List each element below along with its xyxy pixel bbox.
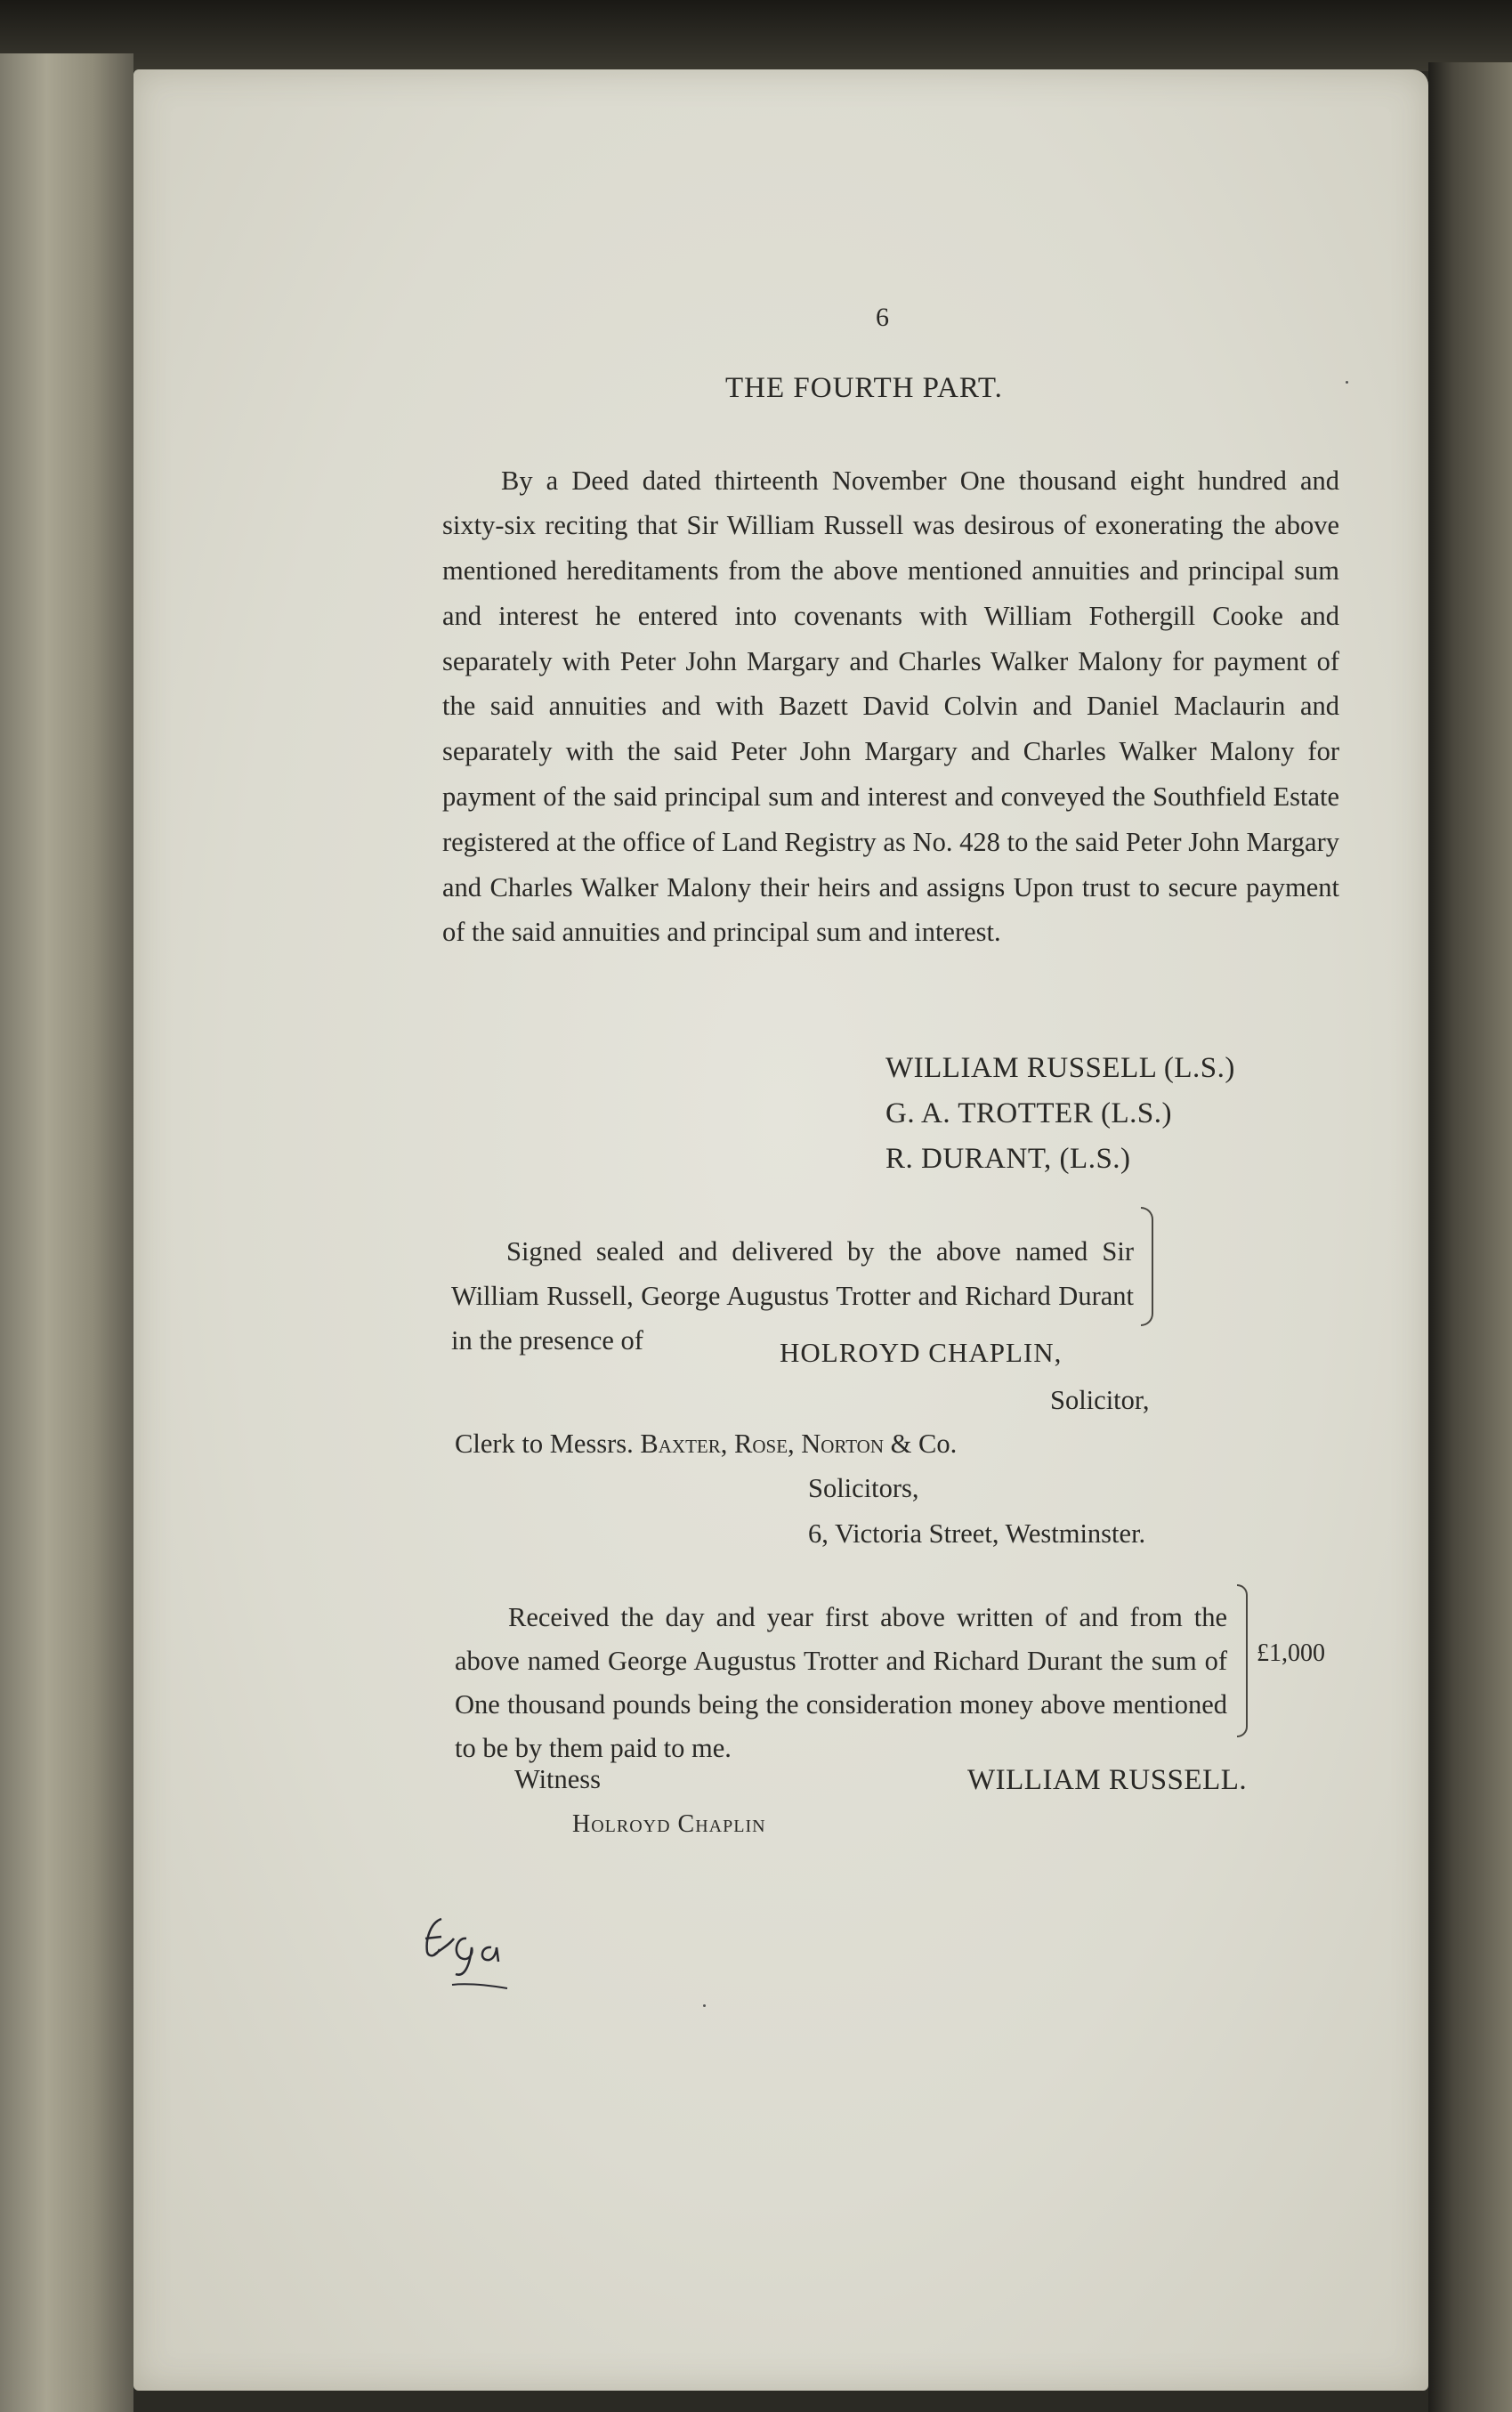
firm-name: Baxter, Rose, Norton [640,1429,884,1459]
ink-speck [1346,381,1348,384]
receipt-brace [1237,1584,1248,1737]
signatories-block [885,1046,1235,1182]
deed-recital-paragraph: By a Deed dated thirteenth November One thousand eight hundred and sixty-six reciting that Sir William Russell was desirous of exonerating the above mentioned hereditaments from the above mentioned annuities and principal sum and interest he entered into covenants with William Fothergill Cooke and separately with Peter John Margary and Charles Walker Malony for payment of the said annuities and with Bazett David Colvin and Daniel Maclaurin and separately with the said Peter John Margary and Charles Walker Malony for payment of the said principal sum and interest and conveyed the Southfield Estate registered at the office of Land Registry as No. 428 to the said Peter John Margary and Charles Walker Malony their heirs and assigns Upon trust to secure payment of the said annuities and principal sum and interest. [442,465,1339,948]
firm-address: 6, Victoria Street, Westminster. [808,1518,1146,1549]
attestation-brace [1141,1207,1153,1326]
book-top-shadow [0,0,1512,71]
witness-clerk-line [455,1429,957,1460]
section-title: THE FOURTH PART. [725,372,1003,404]
handwritten-mark [415,1903,530,2001]
signatory-russell: WILLIAM RUSSELL (L.S.) [885,1052,1235,1084]
witness-name: HOLROYD CHAPLIN, [780,1337,1063,1368]
clerk-prefix: Clerk to Messrs. [455,1429,634,1459]
attestation-clause: Signed sealed and delivered by the above named Sir William Russell, George Augustus Trotter and Richard Durant in the presence of [451,1235,1134,1356]
page-number: 6 [876,303,889,332]
firm-role: Solicitors, [808,1473,919,1503]
ink-speck [703,2004,706,2007]
witness-role: Solicitor, [1050,1385,1150,1415]
firm-suffix: & Co. [890,1429,958,1459]
receipt-witness-label: Witness [514,1764,602,1794]
receipt-clause: Received the day and year first above written of and from the above named George Augustus Trotter and Richard Durant the sum of One thousand pounds being the consideration money above mentioned to be by them paid to me. [455,1601,1227,1763]
receipt-signer: WILLIAM RUSSELL. [967,1764,1248,1796]
signatory-trotter: G. A. TROTTER (L.S.) [885,1097,1172,1129]
receipt-witness-name: Holroyd Chaplin [572,1810,766,1838]
book-binding-left [0,53,133,2412]
receipt-amount: £1,000 [1257,1639,1325,1667]
facing-page-edge [1428,62,1512,2412]
signatory-durant: R. DURANT, (L.S.) [885,1143,1131,1175]
